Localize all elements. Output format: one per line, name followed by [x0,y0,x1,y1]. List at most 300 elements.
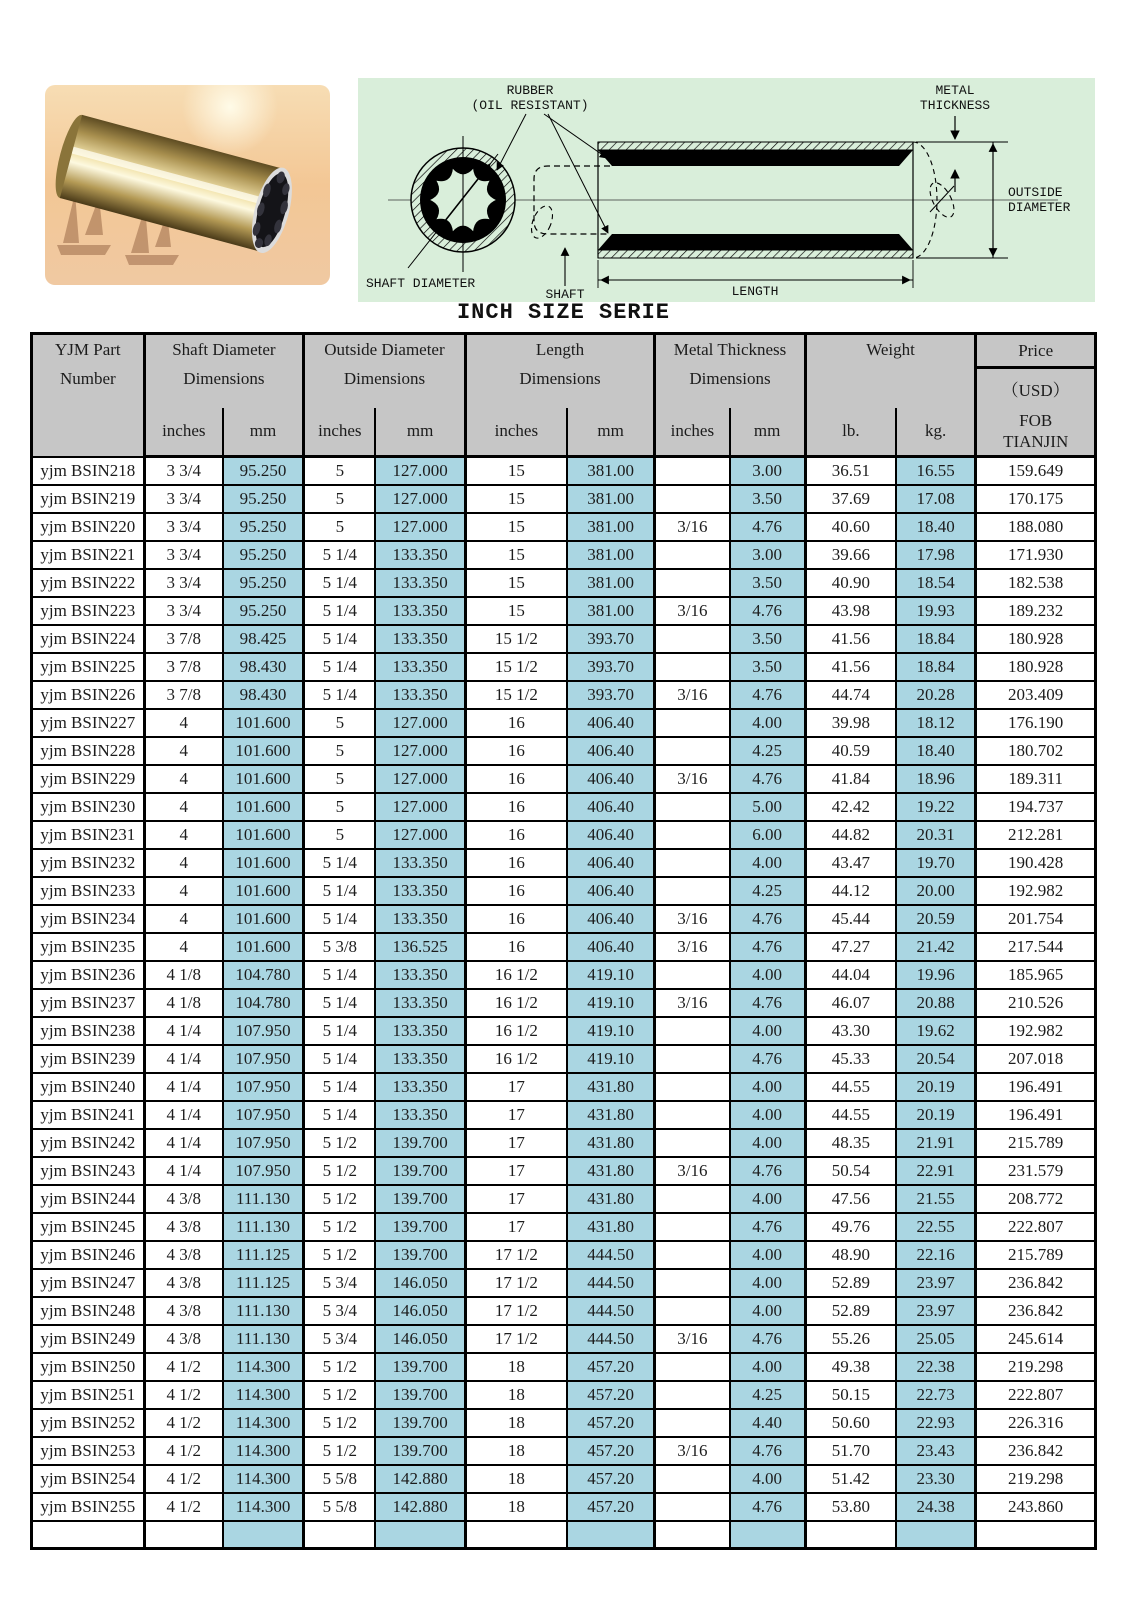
price-usd: 236.842 [976,1437,1096,1465]
length-inches: 18 [465,1465,567,1493]
length-inches: 16 [465,905,567,933]
metal-thickness-inches [655,737,730,765]
weight-kg: 22.55 [896,1213,976,1241]
shaft-diameter-mm: 111.130 [223,1185,304,1213]
table-row [32,961,1096,989]
weight-lb: 41.56 [805,625,896,653]
outside-diameter-inches: 5 1/4 [304,905,376,933]
metal-thickness-mm: 6.00 [730,821,806,849]
metal-thickness-inches [655,1521,730,1549]
length-inches: 16 [465,821,567,849]
price-usd: 196.491 [976,1101,1096,1129]
length-inches: 17 [465,1073,567,1101]
table-row [32,457,1096,485]
length-mm: 431.80 [567,1129,655,1157]
rubber-label: RUBBER [506,83,554,98]
weight-lb: 51.70 [805,1437,896,1465]
table-header [32,334,1096,457]
shaft-diameter-inches: 3 3/4 [144,569,223,597]
weight-kg: 18.54 [896,569,976,597]
shaft-diameter-inches: 4 [144,765,223,793]
table-row [32,849,1096,877]
outside-diameter-inches: 5 3/4 [304,1297,376,1325]
length-mm: 381.00 [567,513,655,541]
shaft-diameter-mm: 114.300 [223,1381,304,1409]
length-mm: 419.10 [567,989,655,1017]
metal-thickness-mm: 4.00 [730,709,806,737]
outside-diameter-mm: 139.700 [375,1241,465,1269]
part-number: yjm BSIN252 [32,1409,145,1437]
part-number: yjm BSIN255 [32,1493,145,1521]
weight-lb: 50.15 [805,1381,896,1409]
outside-diameter-inches: 5 1/4 [304,877,376,905]
weight-lb: 49.76 [805,1213,896,1241]
part-number: yjm BSIN230 [32,793,145,821]
outside-diameter-mm: 133.350 [375,569,465,597]
metal-thickness-inches [655,877,730,905]
metal-thickness-mm: 4.76 [730,1325,806,1353]
table-row [32,597,1096,625]
metal-thickness-mm: 4.00 [730,849,806,877]
shaft-diameter-inches: 3 3/4 [144,541,223,569]
weight-kg: 22.91 [896,1157,976,1185]
shaft-diameter-mm: 95.250 [223,485,304,513]
outside-diameter-mm: 139.700 [375,1213,465,1241]
metal-thickness-inches: 3/16 [655,905,730,933]
part-number: yjm BSIN237 [32,989,145,1017]
weight-kg: 22.73 [896,1381,976,1409]
outside-diameter-mm: 133.350 [375,1073,465,1101]
length-mm: 406.40 [567,905,655,933]
outside-diameter-inches: 5 1/4 [304,625,376,653]
outside-diameter-inches: 5 1/2 [304,1437,376,1465]
part-number: yjm BSIN233 [32,877,145,905]
shaft-diameter-inches: 3 7/8 [144,681,223,709]
metal-thickness-mm: 4.00 [730,1353,806,1381]
metal-thickness-mm: 4.00 [730,1101,806,1129]
length-inches: 15 1/2 [465,653,567,681]
outside-diameter-mm: 136.525 [375,933,465,961]
outside-diameter-mm [375,1521,465,1549]
shaft-diameter-inches: 4 3/8 [144,1325,223,1353]
price-usd: 180.928 [976,625,1096,653]
length-mm: 393.70 [567,653,655,681]
metal-thickness-inches [655,1409,730,1437]
outside-diameter-inches: 5 5/8 [304,1465,376,1493]
length-inches: 18 [465,1409,567,1437]
shaft-diameter-mm: 114.300 [223,1493,304,1521]
metal-thickness-inches: 3/16 [655,597,730,625]
weight-kg: 23.97 [896,1297,976,1325]
length-inches: 17 [465,1185,567,1213]
metal-thickness-inches: 3/16 [655,933,730,961]
outside-diameter-inches: 5 1/4 [304,849,376,877]
metal-thickness-mm: 4.00 [730,1241,806,1269]
length-inches: 16 1/2 [465,1017,567,1045]
shaft-diameter-mm: 95.250 [223,541,304,569]
length-mm: 457.20 [567,1353,655,1381]
length-mm: 393.70 [567,681,655,709]
weight-kg: 19.70 [896,849,976,877]
outside-diameter-inches: 5 1/4 [304,1073,376,1101]
shaft-diameter-mm: 101.600 [223,793,304,821]
shaft-diameter-mm: 98.430 [223,681,304,709]
length-inches: 17 [465,1129,567,1157]
table-row [32,1353,1096,1381]
outside-diameter-mm: 133.350 [375,653,465,681]
price-usd: 203.409 [976,681,1096,709]
shaft-diameter-mm: 95.250 [223,569,304,597]
bearing-technical-drawing [358,78,1095,302]
outside-diameter-inches: 5 1/2 [304,1381,376,1409]
outside-diameter-mm: 139.700 [375,1437,465,1465]
shaft-diameter-mm: 98.430 [223,653,304,681]
metal-thickness-inches [655,709,730,737]
metal-thickness-mm: 4.00 [730,1129,806,1157]
part-number: yjm BSIN220 [32,513,145,541]
length-inches: 18 [465,1437,567,1465]
metal-thickness-mm: 4.00 [730,1269,806,1297]
outside-diameter-inches: 5 3/4 [304,1269,376,1297]
length-inches: 15 [465,485,567,513]
length-inches: 16 [465,877,567,905]
length-mm: 444.50 [567,1241,655,1269]
part-number: yjm BSIN249 [32,1325,145,1353]
price-usd: 217.544 [976,933,1096,961]
shaft-diameter-mm: 111.125 [223,1241,304,1269]
metal-thickness-inches [655,1269,730,1297]
table-row [32,485,1096,513]
length-mm: 419.10 [567,961,655,989]
weight-lb: 52.89 [805,1269,896,1297]
metal-thickness-inches [655,1213,730,1241]
length-mm: 431.80 [567,1213,655,1241]
weight-lb: 44.12 [805,877,896,905]
metal-thickness-inches [655,821,730,849]
weight-lb: 48.90 [805,1241,896,1269]
outside-diameter-mm: 133.350 [375,989,465,1017]
part-number: yjm BSIN234 [32,905,145,933]
outside-diameter-mm: 133.350 [375,541,465,569]
metal-thickness-inches: 3/16 [655,1157,730,1185]
part-number: yjm BSIN251 [32,1381,145,1409]
outside-diameter-mm: 146.050 [375,1325,465,1353]
outside-diameter-inches: 5 [304,737,376,765]
shaft-diameter-inches: 4 [144,933,223,961]
price-usd: 222.807 [976,1381,1096,1409]
outside-diameter-inches [304,1521,376,1549]
metal-thickness-mm: 4.00 [730,1073,806,1101]
table-row [32,1297,1096,1325]
part-number: yjm BSIN246 [32,1241,145,1269]
weight-lb: 48.35 [805,1129,896,1157]
part-number: yjm BSIN221 [32,541,145,569]
weight-lb: 39.98 [805,709,896,737]
weight-lb: 44.55 [805,1073,896,1101]
price-usd: 236.842 [976,1297,1096,1325]
table-row [32,513,1096,541]
part-number [32,1521,145,1549]
weight-lb: 43.98 [805,597,896,625]
outside-diameter-inches: 5 [304,793,376,821]
metal-thickness-mm: 3.50 [730,569,806,597]
header-shaft-diameter: Shaft Diameter Dimensions [144,334,303,408]
length-inches: 18 [465,1353,567,1381]
shaft-diameter-inches: 3 7/8 [144,653,223,681]
outside-diameter-inches: 5 [304,513,376,541]
weight-kg: 19.96 [896,961,976,989]
outside-diameter-mm: 133.350 [375,1017,465,1045]
shaft-diameter-mm: 111.130 [223,1325,304,1353]
length-mm: 406.40 [567,737,655,765]
weight-lb: 36.51 [805,457,896,485]
shaft-diameter-inches: 4 1/8 [144,989,223,1017]
product-photo [45,85,330,285]
outside-diameter-inches: 5 1/2 [304,1241,376,1269]
metal-thickness-mm: 4.76 [730,765,806,793]
outside-diameter-mm: 133.350 [375,849,465,877]
shaft-diameter-mm: 114.300 [223,1465,304,1493]
metal-thickness-mm: 4.76 [730,933,806,961]
length-inches: 16 1/2 [465,961,567,989]
metal-thickness-mm: 4.76 [730,989,806,1017]
metal-thickness-mm: 4.00 [730,1297,806,1325]
outside-diameter-label: OUTSIDE [1008,185,1063,200]
outside-diameter-inches: 5 1/2 [304,1213,376,1241]
shaft-diameter-inches: 4 [144,737,223,765]
weight-lb: 44.04 [805,961,896,989]
shaft-diameter-mm: 107.950 [223,1101,304,1129]
header-outside-mm: mm [375,408,465,457]
shaft-diameter-inches: 4 [144,877,223,905]
length-mm: 406.40 [567,877,655,905]
shaft-diameter-inches: 3 3/4 [144,597,223,625]
metal-thickness-mm [730,1521,806,1549]
weight-kg: 22.93 [896,1409,976,1437]
shaft-diameter-mm: 104.780 [223,989,304,1017]
metal-thickness-inches [655,1101,730,1129]
metal-thickness-inches: 3/16 [655,513,730,541]
price-usd: 180.928 [976,653,1096,681]
length-inches: 16 [465,709,567,737]
price-usd: 243.860 [976,1493,1096,1521]
header-metal-thickness: Metal Thickness Dimensions [655,334,806,408]
weight-lb: 40.60 [805,513,896,541]
length-inches: 16 [465,737,567,765]
length-mm: 381.00 [567,541,655,569]
length-mm: 406.40 [567,709,655,737]
shaft-diameter-inches: 3 3/4 [144,457,223,485]
metal-thickness-mm: 4.76 [730,1493,806,1521]
weight-kg: 20.54 [896,1045,976,1073]
price-usd: 189.232 [976,597,1096,625]
part-number: yjm BSIN241 [32,1101,145,1129]
outside-diameter-inches: 5 1/4 [304,1045,376,1073]
weight-kg: 20.88 [896,989,976,1017]
weight-kg: 19.22 [896,793,976,821]
part-number: yjm BSIN224 [32,625,145,653]
part-number: yjm BSIN250 [32,1353,145,1381]
shaft-diameter-mm: 101.600 [223,709,304,737]
length-inches: 16 [465,793,567,821]
part-number: yjm BSIN238 [32,1017,145,1045]
part-number: yjm BSIN244 [32,1185,145,1213]
metal-thickness-mm: 4.00 [730,1465,806,1493]
weight-kg: 21.42 [896,933,976,961]
length-mm: 406.40 [567,765,655,793]
shaft-diameter-inches: 4 1/8 [144,961,223,989]
price-usd: 201.754 [976,905,1096,933]
weight-kg: 21.55 [896,1185,976,1213]
rubber-label-2: (OIL RESISTANT) [471,98,589,113]
length-inches: 16 1/2 [465,1045,567,1073]
shaft-diameter-mm: 101.600 [223,933,304,961]
shaft-diameter-mm: 95.250 [223,597,304,625]
length-mm: 444.50 [567,1325,655,1353]
outside-diameter-mm: 139.700 [375,1129,465,1157]
shaft-diameter-mm: 111.130 [223,1297,304,1325]
weight-kg: 20.59 [896,905,976,933]
shaft-diameter-inches: 4 1/2 [144,1381,223,1409]
length-mm: 444.50 [567,1297,655,1325]
shaft-diameter-mm: 101.600 [223,737,304,765]
outside-diameter-mm: 133.350 [375,961,465,989]
table-row [32,541,1096,569]
shaft-diameter-inches [144,1521,223,1549]
header-weight-lb: lb. [805,408,896,457]
outside-diameter-inches: 5 1/2 [304,1157,376,1185]
weight-lb: 49.38 [805,1353,896,1381]
shaft-diameter-inches: 4 1/4 [144,1045,223,1073]
outside-diameter-mm: 133.350 [375,1101,465,1129]
weight-kg: 22.38 [896,1353,976,1381]
length-inches: 17 1/2 [465,1297,567,1325]
bearing-diagram [358,78,1095,302]
price-usd: 236.842 [976,1269,1096,1297]
table-row [32,1493,1096,1521]
weight-lb: 55.26 [805,1325,896,1353]
metal-thickness-inches [655,1185,730,1213]
metal-thickness-mm: 3.50 [730,653,806,681]
outside-diameter-mm: 146.050 [375,1297,465,1325]
metal-thickness-mm: 4.76 [730,1157,806,1185]
metal-thickness-mm: 4.76 [730,1437,806,1465]
outside-diameter-inches: 5 1/4 [304,569,376,597]
length-mm: 431.80 [567,1185,655,1213]
length-mm [567,1521,655,1549]
outside-diameter-inches: 5 1/2 [304,1353,376,1381]
weight-kg [896,1521,976,1549]
price-usd: 212.281 [976,821,1096,849]
weight-kg: 22.16 [896,1241,976,1269]
length-inches: 17 1/2 [465,1325,567,1353]
weight-lb: 44.55 [805,1101,896,1129]
metal-thickness-inches [655,1073,730,1101]
outside-diameter-inches: 5 [304,765,376,793]
length-mm: 381.00 [567,597,655,625]
header-part-number: YJM Part Number [32,334,145,457]
outside-diameter-mm: 127.000 [375,821,465,849]
length-mm: 393.70 [567,625,655,653]
part-number: yjm BSIN222 [32,569,145,597]
table-row [32,1241,1096,1269]
weight-lb: 39.66 [805,541,896,569]
weight-lb: 41.84 [805,765,896,793]
weight-lb: 40.59 [805,737,896,765]
metal-thickness-inches [655,485,730,513]
outside-diameter-mm: 139.700 [375,1157,465,1185]
shaft-diameter-inches: 3 3/4 [144,485,223,513]
metal-thickness-inches [655,1241,730,1269]
part-number: yjm BSIN228 [32,737,145,765]
weight-lb: 37.69 [805,485,896,513]
weight-kg: 25.05 [896,1325,976,1353]
part-number: yjm BSIN243 [32,1157,145,1185]
weight-kg: 18.40 [896,737,976,765]
outside-diameter-mm: 139.700 [375,1381,465,1409]
length-inches: 16 1/2 [465,989,567,1017]
length-mm: 419.10 [567,1017,655,1045]
length-inches: 17 1/2 [465,1269,567,1297]
length-inches: 16 [465,849,567,877]
header-price: Price [976,334,1096,368]
length-mm: 457.20 [567,1493,655,1521]
weight-kg: 18.84 [896,653,976,681]
shaft-diameter-mm [223,1521,304,1549]
size-table [30,332,1097,1550]
weight-lb: 53.80 [805,1493,896,1521]
price-usd: 215.789 [976,1129,1096,1157]
weight-kg: 17.98 [896,541,976,569]
part-number: yjm BSIN253 [32,1437,145,1465]
part-number: yjm BSIN232 [32,849,145,877]
table-row [32,1073,1096,1101]
part-number: yjm BSIN219 [32,485,145,513]
outside-diameter-inches: 5 1/4 [304,961,376,989]
outside-diameter-mm: 127.000 [375,513,465,541]
metal-thickness-inches [655,793,730,821]
weight-lb: 45.33 [805,1045,896,1073]
metal-thickness-mm: 4.76 [730,513,806,541]
outside-diameter-mm: 133.350 [375,597,465,625]
weight-kg: 19.93 [896,597,976,625]
shaft-diameter-inches: 4 [144,709,223,737]
weight-kg: 20.00 [896,877,976,905]
shaft-diameter-mm: 107.950 [223,1045,304,1073]
shaft-diameter-mm: 114.300 [223,1409,304,1437]
part-number: yjm BSIN254 [32,1465,145,1493]
header-price-currency: （USD） [976,368,1096,408]
table-body [32,457,1096,1549]
length-inches: 17 [465,1213,567,1241]
outside-diameter-mm: 146.050 [375,1269,465,1297]
shaft-diameter-inches: 4 3/8 [144,1241,223,1269]
weight-lb: 43.30 [805,1017,896,1045]
outside-diameter-mm: 139.700 [375,1353,465,1381]
outside-diameter-inches: 5 1/2 [304,1185,376,1213]
length-mm: 419.10 [567,1045,655,1073]
weight-kg: 21.91 [896,1129,976,1157]
length-inches: 15 [465,457,567,485]
outside-diameter-inches: 5 5/8 [304,1493,376,1521]
length-label: LENGTH [731,284,779,299]
table-row [32,989,1096,1017]
header-price-fob: FOB TIANJIN [976,408,1096,457]
shaft-diameter-mm: 107.950 [223,1073,304,1101]
outside-diameter-inches: 5 1/4 [304,541,376,569]
length-mm: 444.50 [567,1269,655,1297]
table-row [32,569,1096,597]
